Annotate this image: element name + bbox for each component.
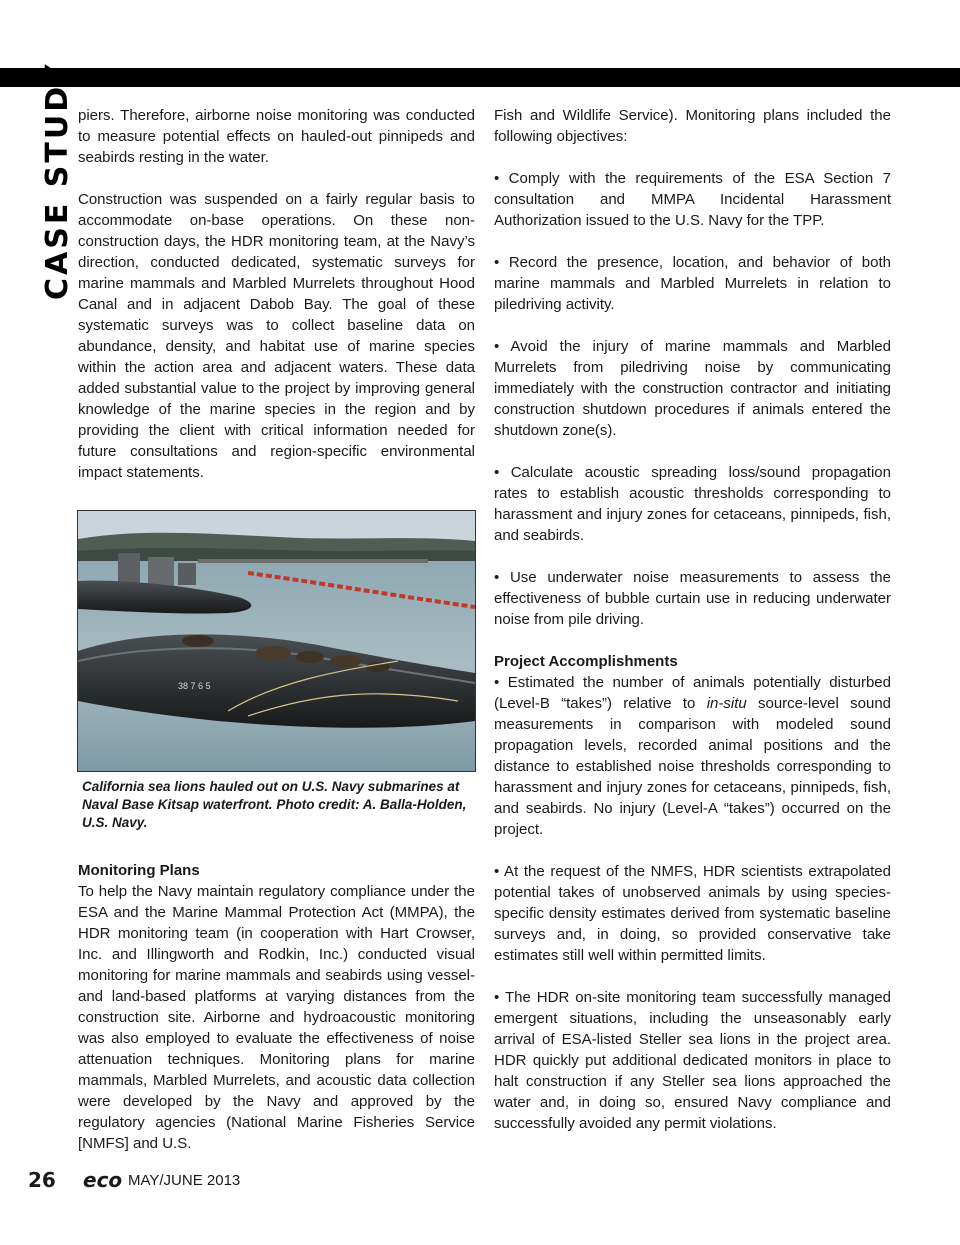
- section-label: CASE STUDY: [40, 61, 75, 300]
- right-column: [494, 105, 891, 1155]
- list-item: • Record the presence, location, and behavior of both marine mammals and Marbled Murrelets in relation to piledriving activity.: [494, 254, 891, 313]
- submarine-photo: [77, 510, 476, 772]
- hull-marks: 38 7 6 5: [178, 681, 211, 691]
- accomplishments-section: [494, 651, 891, 1134]
- page-number: 26: [28, 1168, 56, 1192]
- list-item: [494, 672, 891, 840]
- monitoring-plans-section: [78, 860, 475, 1175]
- header-rule: [0, 68, 960, 87]
- section-heading: Project Accomplishments: [494, 653, 678, 670]
- paragraph: To help the Navy maintain regulatory compliance under the ESA and the Marine Mammal Protection Act (MMPA), the HDR monitoring team (in cooperation with Hart Crowser, Inc. and Illingworth and Rodkin, Inc.) conducted visual monitoring for marine mammals and seabirds using vessel- and land-based platforms at varying distances from the construction site. Airborne and hydroacoustic monitoring was also employed to evaluate the effectiveness of noise attenuation techniques. Monitoring plans for marine mammals, Marbled Murrelets, and acoustic data collection were developed by the Navy and approved by the regulatory agencies (National Marine Fisheries Service [NMFS] and U.S.: [78, 883, 475, 1152]
- photo-caption: California sea lions hauled out on U.S. Navy submarines at Naval Base Kitsap waterfront. Photo credit: A. Balla-Holden, U.S. Navy.: [82, 779, 467, 830]
- text-run: source-level sound measurements in comparison with modeled sound propagation levels, recorded animal positions and the distance to established noise thresholds corresponding to harassment and injury zones for cetaceans, pinnipeds, fish, and seabirds. No injury (Level-A “takes”) occurred on the project.: [494, 695, 891, 838]
- magazine-name: eco: [83, 1168, 123, 1192]
- header-rule-notch: [0, 68, 12, 87]
- text-run: • Estimated the number of animals potentially disturbed (Level-B “takes”) relative to: [494, 674, 891, 712]
- list-item: • Avoid the injury of marine mammals and Marbled Murrelets from piledriving noise by communicating immediately with the construction contractor and initiating construction shutdown procedures if animals entered the shutdown zone(s).: [494, 338, 891, 439]
- left-column-top: [78, 105, 475, 504]
- paragraph: Construction was suspended on a fairly regular basis to accommodate on-base operations. On these non-construction days, the HDR monitoring team, at the Navy’s direction, conducted dedicated, systematic surveys for marine mammals and Marbled Murrelets throughout Hood Canal and in adjacent Dabob Bay. The goal of these systematic surveys was to collect baseline data on abundance, density, and habitat use of marine species within the action area and adjacent waters. These data added substantial value to the project by improving general knowledge of the marine species in the region and by providing the client with critical information needed for future consultations and region-specific environmental impact statements.: [78, 191, 475, 481]
- paragraph: piers. Therefore, airborne noise monitoring was conducted to measure potential effects on hauled-out pinnipeds and seabirds resting in the water.: [78, 107, 475, 166]
- list-item: • Use underwater noise measurements to assess the effectiveness of bubble curtain use in reducing underwater noise from pile driving.: [494, 569, 891, 628]
- list-item: • Calculate acoustic spreading loss/sound propagation rates to establish acoustic thresholds corresponding to harassment and injury zones for cetaceans, pinnipeds, fish, and seabirds.: [494, 464, 891, 544]
- paragraph: Fish and Wildlife Service). Monitoring plans included the following objectives:: [494, 107, 891, 145]
- objectives-list: [494, 168, 891, 630]
- list-item: • The HDR on-site monitoring team successfully managed emergent situations, including the unseasonably early arrival of ESA-listed Steller sea lions in the project area. HDR quickly put additional dedicated monitors in place to halt construction if any Steller sea lions approached the water and, in doing so, ensured Navy compliance and successfully avoided any permit violations.: [494, 989, 891, 1132]
- submarine-photo-illustration: [78, 511, 475, 771]
- issue-date: MAY/JUNE 2013: [128, 1172, 241, 1189]
- list-item: • Comply with the requirements of the ESA Section 7 consultation and MMPA Incidental Harassment Authorization issued to the U.S. Navy for the TPP.: [494, 170, 891, 229]
- list-item: • At the request of the NMFS, HDR scientists extrapolated potential takes of unobserved animals by using species-specific density estimates derived from systematic baseline surveys and, in doing, so provided conservative take estimates still well within permitted limits.: [494, 863, 891, 964]
- italic-term: in-situ: [706, 695, 747, 712]
- section-heading: Monitoring Plans: [78, 862, 200, 879]
